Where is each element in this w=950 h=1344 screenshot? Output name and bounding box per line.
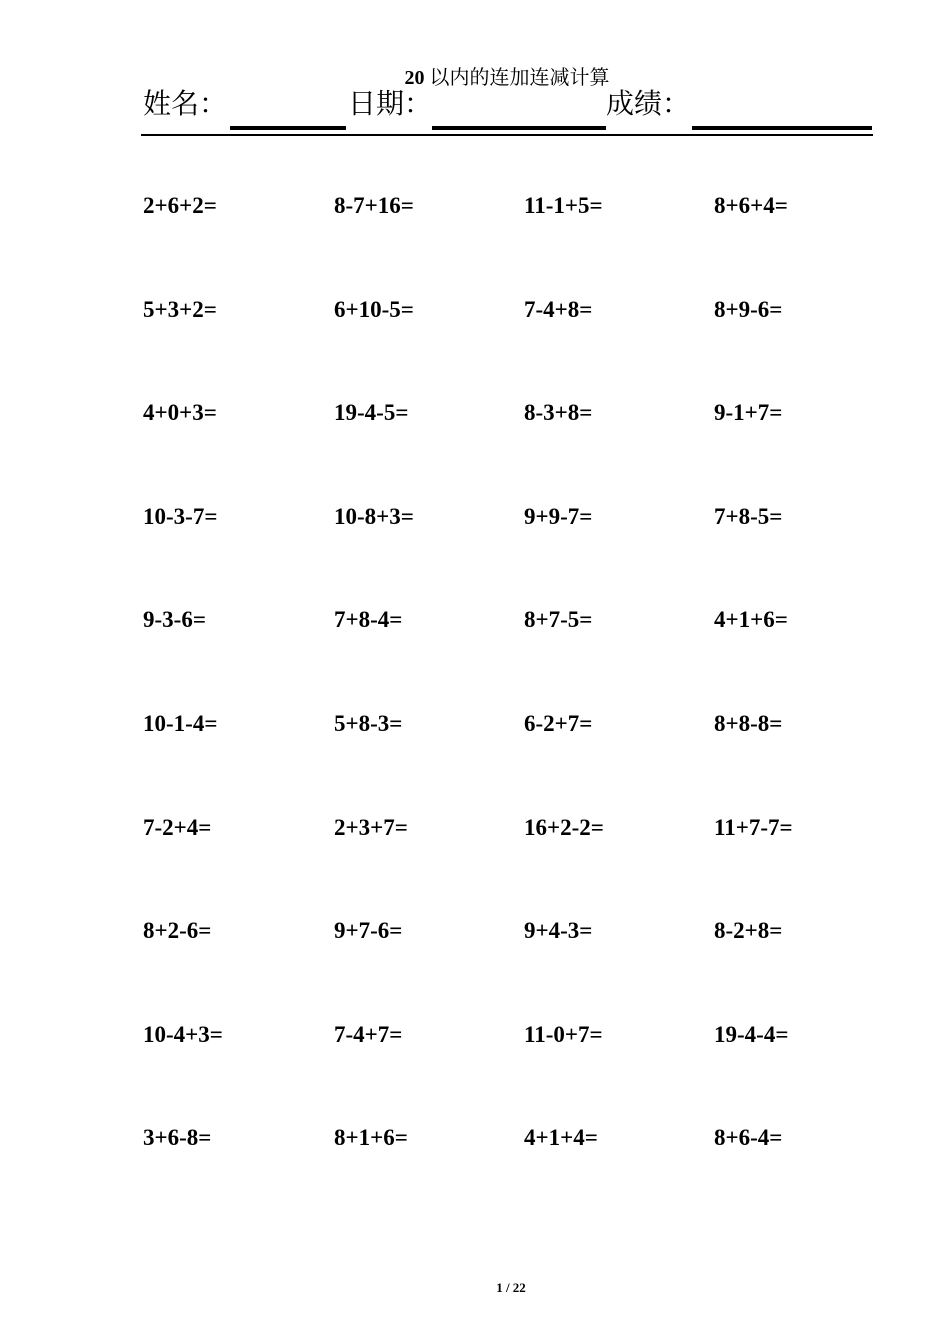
name-blank[interactable]: [230, 126, 346, 130]
problem-r6-c4: 8+8-8=: [714, 711, 783, 736]
problem-r1-c2: 8-7+16=: [334, 193, 414, 218]
problem-r10-c4: 8+6-4=: [714, 1125, 783, 1150]
problem-r8-c2: 9+7-6=: [334, 918, 403, 943]
problem-r9-c4: 19-4-4=: [714, 1022, 789, 1047]
problem-r10-c2: 8+1+6=: [334, 1125, 408, 1150]
problem-r5-c1: 9-3-6=: [143, 607, 206, 632]
problem-r1-c4: 8+6+4=: [714, 193, 788, 218]
problem-r8-c3: 9+4-3=: [524, 918, 593, 943]
score-blank[interactable]: [692, 126, 872, 130]
problem-r2-c3: 7-4+8=: [524, 297, 593, 322]
title-number: 20: [404, 67, 425, 89]
problem-r2-c1: 5+3+2=: [143, 297, 217, 322]
problem-r10-c1: 3+6-8=: [143, 1125, 212, 1150]
problem-r9-c2: 7-4+7=: [334, 1022, 403, 1047]
problem-r2-c4: 8+9-6=: [714, 297, 783, 322]
problem-r4-c1: 10-3-7=: [143, 504, 218, 529]
problem-r7-c4: 11+7-7=: [714, 815, 793, 840]
problem-r8-c1: 8+2-6=: [143, 918, 212, 943]
problem-r1-c1: 2+6+2=: [143, 193, 217, 218]
problem-r4-c4: 7+8-5=: [714, 504, 783, 529]
date-blank[interactable]: [432, 126, 606, 130]
name-label: 姓名：: [143, 87, 228, 120]
problem-r4-c3: 9+9-7=: [524, 504, 593, 529]
problem-r6-c3: 6-2+7=: [524, 711, 593, 736]
problem-r1-c3: 11-1+5=: [524, 193, 603, 218]
problem-r5-c2: 7+8-4=: [334, 607, 403, 632]
problem-r10-c3: 4+1+4=: [524, 1125, 598, 1150]
problem-r6-c1: 10-1-4=: [143, 711, 218, 736]
problem-r8-c4: 8-2+8=: [714, 918, 783, 943]
page-number: 1 / 22: [496, 1280, 526, 1295]
date-label: 日期：: [348, 87, 433, 120]
problem-r7-c3: 16+2-2=: [524, 815, 604, 840]
problem-r9-c3: 11-0+7=: [524, 1022, 603, 1047]
problem-r5-c3: 8+7-5=: [524, 607, 593, 632]
problem-r3-c3: 8-3+8=: [524, 400, 593, 425]
problem-r4-c2: 10-8+3=: [334, 504, 414, 529]
score-label: 成绩：: [606, 87, 691, 120]
problem-r3-c4: 9-1+7=: [714, 400, 783, 425]
problem-r5-c4: 4+1+6=: [714, 607, 788, 632]
problem-r2-c2: 6+10-5=: [334, 297, 414, 322]
problem-r7-c1: 7-2+4=: [143, 815, 212, 840]
problem-r6-c2: 5+8-3=: [334, 711, 403, 736]
header-divider: [141, 134, 873, 136]
problem-r9-c1: 10-4+3=: [143, 1022, 223, 1047]
title-text: 以内的连加连减计算: [429, 67, 610, 89]
problem-r3-c1: 4+0+3=: [143, 400, 217, 425]
problem-r3-c2: 19-4-5=: [334, 400, 409, 425]
problem-r7-c2: 2+3+7=: [334, 815, 408, 840]
